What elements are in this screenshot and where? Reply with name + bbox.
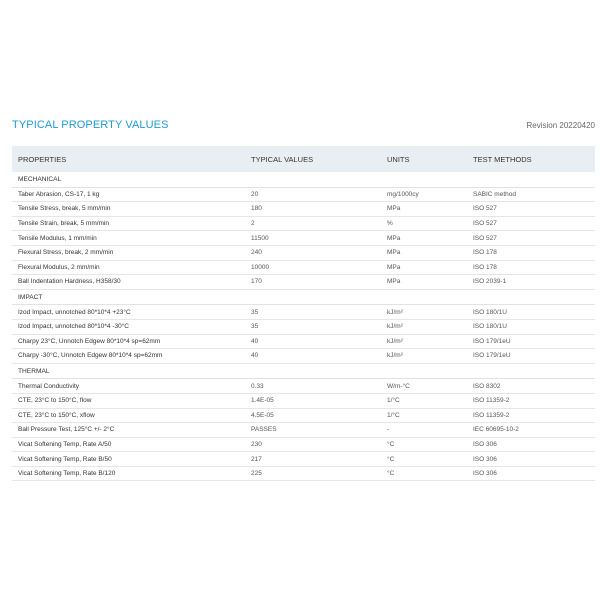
test-method: SABIC method (467, 187, 595, 202)
typical-value: PASSES (245, 423, 381, 438)
test-method: ISO 11359-2 (467, 393, 595, 408)
table-row (12, 452, 595, 467)
column-header-units: UNITS (381, 146, 467, 172)
test-method: ISO 179/1eU (467, 334, 595, 349)
property-name: Ball Pressure Test, 125°C +/- 2°C (12, 423, 245, 438)
unit: % (381, 216, 467, 231)
table-row (12, 275, 595, 290)
table-row (12, 349, 595, 364)
section-title: THERMAL (12, 363, 595, 379)
test-method: IEC 60695-10-2 (467, 423, 595, 438)
typical-value: 230 (245, 437, 381, 452)
typical-value: 11500 (245, 231, 381, 246)
table-row (12, 305, 595, 320)
column-header-typical-values: TYPICAL VALUES (245, 146, 381, 172)
typical-value: 4.5E-05 (245, 408, 381, 423)
section-row (12, 172, 595, 187)
property-name: Vicat Softening Temp, Rate B/50 (12, 452, 245, 467)
property-name: CTE, 23°C to 150°C, flow (12, 393, 245, 408)
test-method: ISO 527 (467, 202, 595, 217)
test-method: ISO 178 (467, 245, 595, 260)
revision-label: Revision 20220420 (526, 121, 595, 130)
typical-value: 1.4E-05 (245, 393, 381, 408)
property-name: Taber Abrasion, CS-17, 1 kg (12, 187, 245, 202)
typical-value: 35 (245, 319, 381, 334)
page-title: TYPICAL PROPERTY VALUES (12, 119, 169, 131)
property-name: Izod Impact, unnotched 80*10*4 +23°C (12, 305, 245, 320)
typical-value: 180 (245, 202, 381, 217)
table-row (12, 231, 595, 246)
property-name: Thermal Conductivity (12, 379, 245, 394)
test-method: ISO 306 (467, 437, 595, 452)
section-title: IMPACT (12, 289, 595, 305)
typical-value: 225 (245, 466, 381, 481)
property-name: Ball Indentation Hardness, H358/30 (12, 275, 245, 290)
test-method: ISO 527 (467, 231, 595, 246)
table-row (12, 408, 595, 423)
property-name: CTE, 23°C to 150°C, xflow (12, 408, 245, 423)
table-row (12, 216, 595, 231)
typical-value: 35 (245, 305, 381, 320)
table-row (12, 437, 595, 452)
table-row (12, 260, 595, 275)
property-name: Charpy 23°C, Unnotch Edgew 80*10*4 sp=62mm (12, 334, 245, 349)
test-method: ISO 180/1U (467, 305, 595, 320)
unit: 1/°C (381, 393, 467, 408)
table-row (12, 423, 595, 438)
typical-value: 240 (245, 245, 381, 260)
typical-value: 170 (245, 275, 381, 290)
table-row (12, 202, 595, 217)
unit: MPa (381, 245, 467, 260)
typical-value: 40 (245, 334, 381, 349)
property-name: Izod Impact, unnotched 80*10*4 -30°C (12, 319, 245, 334)
property-name: Tensile Stress, break, 5 mm/min (12, 202, 245, 217)
typical-value: 20 (245, 187, 381, 202)
unit: °C (381, 466, 467, 481)
table-header (12, 146, 595, 172)
test-method: ISO 178 (467, 260, 595, 275)
test-method: ISO 180/1U (467, 319, 595, 334)
table-row (12, 334, 595, 349)
unit: kJ/m² (381, 319, 467, 334)
section-header (12, 119, 595, 135)
table-row (12, 379, 595, 394)
unit: W/m-°C (381, 379, 467, 394)
unit: 1/°C (381, 408, 467, 423)
unit: °C (381, 452, 467, 467)
unit: MPa (381, 260, 467, 275)
unit: kJ/m² (381, 334, 467, 349)
test-method: ISO 11359-2 (467, 408, 595, 423)
column-header-test-methods: TEST METHODS (467, 146, 595, 172)
test-method: ISO 179/1eU (467, 349, 595, 364)
typical-value: 10000 (245, 260, 381, 275)
property-name: Tensile Modulus, 1 mm/min (12, 231, 245, 246)
test-method: ISO 306 (467, 452, 595, 467)
property-name: Charpy -30°C, Unnotch Edgew 80*10*4 sp=62mm (12, 349, 245, 364)
property-name: Vicat Softening Temp, Rate B/120 (12, 466, 245, 481)
unit: MPa (381, 275, 467, 290)
table-row (12, 466, 595, 481)
property-name: Tensile Strain, break, 5 mm/min (12, 216, 245, 231)
table-row (12, 245, 595, 260)
unit: kJ/m² (381, 305, 467, 320)
property-name: Flexural Stress, break, 2 mm/min (12, 245, 245, 260)
test-method: ISO 8302 (467, 379, 595, 394)
typical-value: 40 (245, 349, 381, 364)
table-row (12, 187, 595, 202)
typical-value: 2 (245, 216, 381, 231)
typical-value: 217 (245, 452, 381, 467)
unit: - (381, 423, 467, 438)
property-table (12, 146, 595, 481)
unit: kJ/m² (381, 349, 467, 364)
section-row (12, 289, 595, 305)
test-method: ISO 306 (467, 466, 595, 481)
unit: MPa (381, 202, 467, 217)
unit: MPa (381, 231, 467, 246)
table-row (12, 319, 595, 334)
test-method: ISO 527 (467, 216, 595, 231)
table-body (12, 172, 595, 481)
unit: °C (381, 437, 467, 452)
table-row (12, 393, 595, 408)
typical-value: 0.33 (245, 379, 381, 394)
property-name: Flexural Modulus, 2 mm/min (12, 260, 245, 275)
test-method: ISO 2039-1 (467, 275, 595, 290)
column-header-properties: PROPERTIES (12, 146, 245, 172)
unit: mg/1000cy (381, 187, 467, 202)
property-name: Vicat Softening Temp, Rate A/50 (12, 437, 245, 452)
section-title: MECHANICAL (12, 172, 595, 187)
section-row (12, 363, 595, 379)
